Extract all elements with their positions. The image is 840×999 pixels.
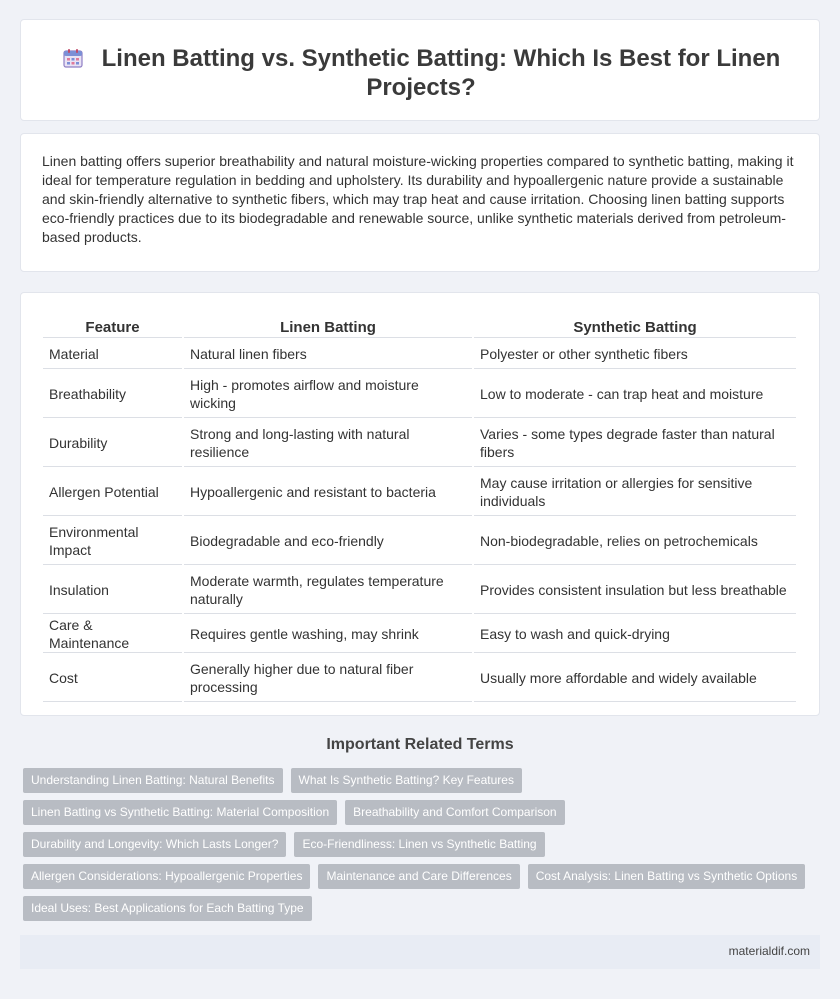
related-tag[interactable]: Cost Analysis: Linen Batting vs Synthetic Options — [528, 864, 805, 889]
feature-cell: Breathability — [43, 371, 182, 418]
feature-cell: Insulation — [43, 567, 182, 614]
table-header-row — [43, 318, 796, 338]
related-tag[interactable]: Maintenance and Care Differences — [318, 864, 519, 889]
linen-cell: High - promotes airflow and moisture wicking — [184, 371, 472, 418]
table-row — [43, 420, 796, 467]
header-card — [20, 19, 820, 121]
synthetic-cell: Varies - some types degrade faster than natural fibers — [474, 420, 796, 467]
linen-cell: Strong and long-lasting with natural resilience — [184, 420, 472, 467]
related-terms-title: Important Related Terms — [326, 736, 514, 753]
feature-cell: Cost — [43, 655, 182, 702]
synthetic-cell: Easy to wash and quick-drying — [474, 616, 796, 653]
table-row — [43, 469, 796, 516]
related-tag[interactable]: Ideal Uses: Best Applications for Each Batting Type — [23, 896, 312, 921]
header-feature: Feature — [43, 318, 182, 338]
intro-card — [20, 133, 820, 272]
header-linen: Linen Batting — [184, 318, 472, 338]
related-terms-tags — [23, 768, 813, 928]
feature-cell: Durability — [43, 420, 182, 467]
page-title-text: Linen Batting vs. Synthetic Batting: Which Is Best for Linen Projects? — [101, 45, 781, 101]
intro-paragraph: Linen batting offers superior breathability and natural moisture-wicking properties compared to synthetic batting, making it ideal for temperature regulation in bedding and upholstery. Its durability and hypoallergenic nature provide a sustainable and skin-friendly alternative to synthetic fibers, which may trap heat and cause irritation. Choosing linen batting supports eco-friendly practices due to its biodegradable and renewable source, unlike synthetic materials derived from petroleum-based products. — [42, 153, 794, 245]
table-row — [43, 616, 796, 653]
related-tag[interactable]: Eco-Friendliness: Linen vs Synthetic Batting — [294, 832, 544, 857]
related-tag[interactable]: Understanding Linen Batting: Natural Benefits — [23, 768, 283, 793]
linen-cell: Requires gentle washing, may shrink — [184, 616, 472, 653]
related-tag[interactable]: Durability and Longevity: Which Lasts Longer? — [23, 832, 286, 857]
related-tag[interactable]: What Is Synthetic Batting? Key Features — [291, 768, 522, 793]
table-row — [43, 655, 796, 702]
feature-cell: Allergen Potential — [43, 469, 182, 516]
synthetic-cell: May cause irritation or allergies for sensitive individuals — [474, 469, 796, 516]
footer — [20, 935, 820, 969]
linen-cell: Moderate warmth, regulates temperature naturally — [184, 567, 472, 614]
table-row — [43, 518, 796, 565]
synthetic-cell: Usually more affordable and widely available — [474, 655, 796, 702]
page-title — [21, 44, 821, 102]
linen-cell: Biodegradable and eco-friendly — [184, 518, 472, 565]
feature-cell: Material — [43, 340, 182, 369]
tag-row — [23, 832, 813, 857]
header-synthetic: Synthetic Batting — [474, 318, 796, 338]
tag-row — [23, 800, 813, 825]
feature-cell: Care & Maintenance — [43, 616, 182, 653]
comparison-table — [41, 316, 798, 704]
linen-cell: Generally higher due to natural fiber processing — [184, 655, 472, 702]
related-tag[interactable]: Linen Batting vs Synthetic Batting: Material Composition — [23, 800, 337, 825]
calendar-icon — [62, 47, 84, 69]
footer-site-link[interactable]: materialdif.com — [728, 944, 810, 958]
synthetic-cell: Low to moderate - can trap heat and moisture — [474, 371, 796, 418]
tag-row — [23, 864, 813, 889]
related-tag[interactable]: Allergen Considerations: Hypoallergenic Properties — [23, 864, 310, 889]
tag-row — [23, 768, 813, 793]
linen-cell: Hypoallergenic and resistant to bacteria — [184, 469, 472, 516]
synthetic-cell: Polyester or other synthetic fibers — [474, 340, 796, 369]
related-tag[interactable]: Breathability and Comfort Comparison — [345, 800, 564, 825]
table-row — [43, 371, 796, 418]
synthetic-cell: Non-biodegradable, relies on petrochemicals — [474, 518, 796, 565]
comparison-card — [20, 292, 820, 716]
tag-row — [23, 896, 813, 921]
feature-cell: Environmental Impact — [43, 518, 182, 565]
table-row — [43, 340, 796, 369]
linen-cell: Natural linen fibers — [184, 340, 472, 369]
table-row — [43, 567, 796, 614]
synthetic-cell: Provides consistent insulation but less breathable — [474, 567, 796, 614]
